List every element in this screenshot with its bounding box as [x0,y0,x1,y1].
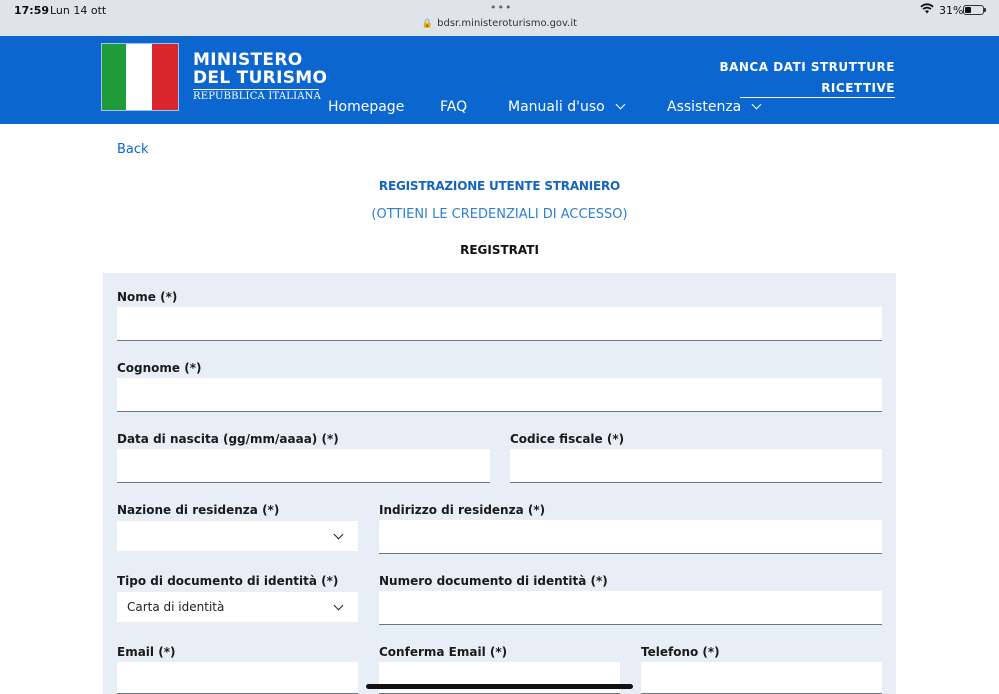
home-indicator[interactable] [366,684,633,689]
tipo-documento-label: Tipo di documento di identità (*) [117,574,339,588]
data-nascita-label: Data di nascita (gg/mm/aaaa) (*) [117,432,339,446]
data-nascita-input[interactable] [117,449,490,483]
codice-fiscale-input[interactable] [510,449,882,483]
telefono-label: Telefono (*) [641,645,720,659]
section-title: REGISTRATI [460,243,539,257]
chevron-down-icon [334,529,344,539]
nazione-label: Nazione di residenza (*) [117,503,280,517]
site-header [0,36,999,124]
nav-manuali[interactable]: Manuali d'uso [508,99,624,115]
codice-fiscale-label: Codice fiscale (*) [510,432,625,446]
tipo-documento-select-value: Carta di identità [127,600,225,614]
indirizzo-input[interactable] [379,520,882,554]
nome-label: Nome (*) [117,290,178,304]
numero-documento-label: Numero documento di identità (*) [379,574,608,588]
date: Lun 14 ott [50,4,107,17]
database-title-divider [740,97,895,98]
brand-name-line1[interactable]: MINISTERO [193,50,303,70]
lock-icon: 🔒 [421,19,434,29]
brand-subtitle: REPUBBLICA ITALIANA [193,91,322,102]
more-dots-icon[interactable]: ••• [490,1,513,14]
chevron-down-icon [615,100,625,110]
nav-assistenza[interactable]: Assistenza [667,99,760,115]
database-title-line2[interactable]: RICETTIVE [821,81,895,95]
chevron-down-icon [752,100,762,110]
telefono-input[interactable] [641,662,882,694]
battery-percent: 31% [939,4,964,17]
wifi-icon [920,3,934,17]
nazione-select[interactable] [117,521,358,551]
status-bar [0,0,999,36]
indirizzo-label: Indirizzo di residenza (*) [379,503,546,517]
numero-documento-input[interactable] [379,591,882,625]
nome-input[interactable] [117,307,882,341]
database-title-line1[interactable]: BANCA DATI STRUTTURE [719,60,895,74]
tipo-documento-select[interactable] [117,592,358,622]
back-link[interactable]: Back [117,142,149,157]
italian-flag-logo-icon[interactable] [102,44,178,110]
battery-icon [963,5,984,15]
address-bar[interactable] [0,18,999,29]
url-text: bdsr.ministeroturismo.gov.it [437,18,578,29]
page-subtitle: (OTTIENI LE CREDENZIALI DI ACCESSO) [371,207,628,222]
cognome-label: Cognome (*) [117,361,202,375]
cognome-input[interactable] [117,378,882,412]
email-input[interactable] [117,662,358,694]
chevron-down-icon [334,600,344,610]
page-title: REGISTRAZIONE UTENTE STRANIERO [378,179,621,193]
nav-faq[interactable]: FAQ [440,99,468,115]
brand-divider [193,89,319,90]
clock: 17:59 [14,4,50,17]
email-label: Email (*) [117,645,176,659]
nav-homepage[interactable]: Homepage [328,99,405,115]
brand-name-line2[interactable]: DEL TURISMO [193,68,328,88]
conferma-email-label: Conferma Email (*) [379,645,508,659]
conferma-email-input[interactable] [379,662,620,694]
